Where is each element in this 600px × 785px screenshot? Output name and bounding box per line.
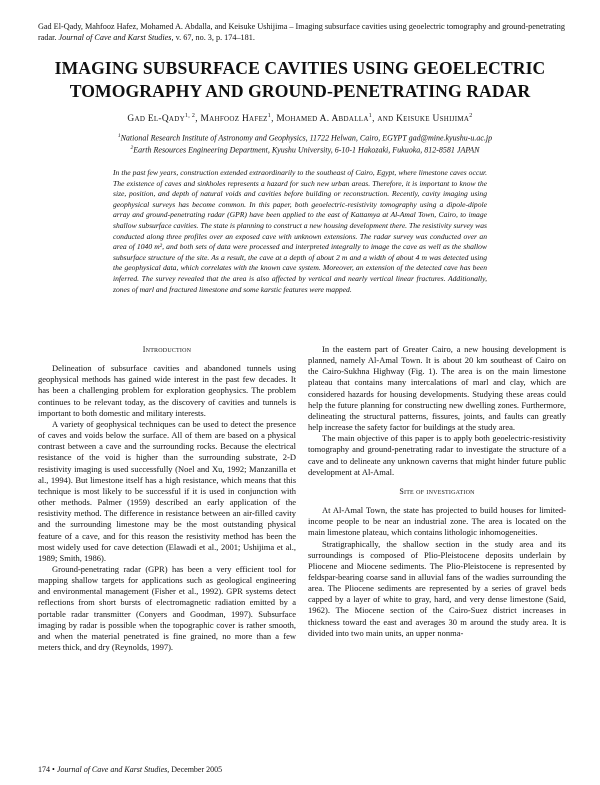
paragraph: A variety of geophysical techniques can be used to detect the presence of caves and voids below the surface. All of them are based on a physical contrast between a cave and the surrounding rocks. Because the electrical resistance of the void is higher than the surrounding substrate, 2-D resistivity imaging is used successfully (Noel and Xu, 1992; Manzanilla et al., 1994). But limestone itself has a high resistance, which means that this technique is most likely to be successful if it is used in conjunction with other methods. Palmer (1959) described an early application of the resistivity method. The difference in resistance between an air-filled cavity and the surrounding limestone may be the most outstanding physical feature of a cave, and for this reason the resistivity method has been the most widely used for cave detection (Elawadi et al., 2001; Ushijima et al., 1989; Smith, 1986). [38, 418, 296, 563]
title-line-2: TOMOGRAPHY AND GROUND-PENETRATING RADAR [69, 81, 531, 101]
author-4: Keisuke Ushijima [396, 114, 470, 125]
citation-journal: Journal of Cave and Karst Studies [58, 32, 172, 42]
paragraph: The main objective of this paper is to apply both geoelectric-resistivity tomography and ground-penetrating radar to investigate the structure of a cave and to delineate any unknown caverns that might hinder future public development at Al-Amal. [308, 433, 566, 477]
article-title [30, 57, 570, 103]
citation-line-1: Gad El-Qady, Mahfooz Hafez, Mohamed A. Abdalla, and Keisuke Ushijima – Imaging subsurface cavities using geoelectric tomography and ground-penetrating [38, 22, 565, 31]
paragraph: In the eastern part of Greater Cairo, a new housing development is planned, namely Al-Amal Town. It is about 20 km southeast of Cairo on the Cairo-Sukhna Highway (Fig. 1). The area is on the main limestone plateau that contains many intercalations of marl and clay, which are considered hazards for housing developments. Studying these areas could help the future planning for constructing new dwelling zones. Furthermore, delineating the structural patterns, fissures, joints, and faults can greatly help increase the safety factor for buildings at the study area. [308, 344, 566, 433]
paragraph: At Al-Amal Town, the state has projected to build houses for limited-income people to be near an industrial zone. The area is located on the main limestone plateau, which contains lithologic inhomogeneities. [308, 505, 566, 538]
footer-date: , December 2005 [167, 765, 223, 774]
page-footer [38, 765, 222, 774]
citation-line-2 [38, 33, 566, 44]
author-list: Gad El-Qady$^{1, 2}$, Mahfooz Hafez$^1$, Mohamed A. Abdalla$^1$, and Keisuke Ushijima$^2$ [127, 113, 473, 125]
left-column [38, 344, 296, 653]
footer-journal: Journal of Cave and Karst Studies [56, 765, 168, 774]
section-heading-site: Site of investigation [399, 486, 475, 496]
abstract: In the past few years, construction extended extraordinarily to the southeast of Cairo, Egypt, where limestone caves occur. The existence of caves and sinkholes represents a hazard for such new urban areas. Therefore, it is important to know the size, position, and depth of natural voids and cavities before building or reconstruction. Recently, cavity imaging using geophysical surveys has become common. In this paper, both geoelectric-resistivity tomography using a dipole-dipole array and ground-penetrating radar (GPR) have been applied to the east of Kattamya at Al-Amal Town, Cairo, to image shallow subsurface cavities. The state is planning to construct a new housing development there. The resistivity survey was conducted along three profiles over an exposed cave with unknown extensions. The radar survey was conducted over an area of 1040 m², and both sets of data were processed and interpreted integrally to image the cave as well as the shallow subsurface structure of the site. As a result, the cave at a depth of about 2 m and a width of about 4 m was detected using the geophysical data, which correlates with the known cave system. Moreover, an extension of the detected cave has been inferred. The survey revealed that the area is also affected by vertical and nearly vertical linear fractures. Additionally, zones of marl and fractured limestone and some karstic features were mapped. [113, 168, 487, 294]
author-3: Mohamed A. Abdalla [276, 114, 369, 125]
citation-header [38, 22, 566, 43]
paragraph: Delineation of subsurface cavities and abandoned tunnels using geophysical methods has gained wide interest in the past few decades. It has been a challenging problem for exploration geophysics. The problem continues to be relevant today, as the discovery of cavities and tunnels is important to both domestic and military interests. [38, 363, 296, 418]
citation-suffix: , v. 67, no. 3, p. 174–181. [171, 32, 255, 42]
author-1: Gad El-Qady [127, 114, 185, 125]
citation-prefix: radar. [38, 32, 59, 42]
paragraph: Ground-penetrating radar (GPR) has been a very efficient tool for mapping shallow targets for applications such as geological engineering and environmental management (Fisher et al., 1992). GPR systems detect reflections from short bursts of electromagnetic radiation emitted by a portable radar transmitter (Conyers and Goodman, 1997). Subsurface imaging by radar is possible when the topographic cover is rather smooth, and when the material penetrated is fine grained, no more than a few meters thick, and dry (Reynolds, 1997). [38, 563, 296, 653]
affiliation-2 [70, 143, 540, 156]
author-1-affil: 1, 2 [185, 113, 196, 119]
author-3-affil: 1 [368, 113, 373, 119]
page-number: 174 [38, 765, 50, 774]
section-heading-introduction: Introduction [142, 345, 192, 354]
right-column [308, 344, 566, 639]
affiliation-1-number: 1 [117, 133, 121, 139]
author-conjunction: and [377, 114, 394, 125]
author-2-affil: 1 [267, 113, 272, 119]
title-line-1: IMAGING SUBSURFACE CAVITIES USING GEOELECTRIC [54, 58, 546, 78]
author-2: Mahfooz Hafez [200, 114, 268, 125]
affiliation-2-text: Earth Resources Engineering Department, Kyushu University, 6-10-1 Hakozaki, Fukuoka, 812-8581 JAPAN [133, 145, 480, 155]
author-4-affil: 2 [469, 113, 473, 119]
affiliation-1-text: National Research Institute of Astronomy and Geophysics, 11722 Helwan, Cairo, EGYPT gad@mine.kyushu-u.ac.jp [120, 133, 493, 143]
paragraph: Stratigraphically, the shallow section in the study area and its surroundings is composed of Plio-Pleistocene deposits underlain by Pliocene and Miocene sediments. The Plio-Pleistocene is represented by feldspar-bearing coarse sand in alluvial fans of the wadies surrounding the area. The Pliocene sediments are represented by a series of gravel beds capped by a layer of white to gray, hard, and very dense limestone (Said, 1962). The Miocene section of the Cairo-Suez district increases in thickness toward the east and averages 30 m around the study area. It is divided into two main units, an upper nonma- [308, 538, 566, 638]
footer-bullet: • [52, 765, 55, 774]
affiliation-1 [70, 131, 540, 144]
affiliation-2-number: 2 [130, 145, 134, 151]
